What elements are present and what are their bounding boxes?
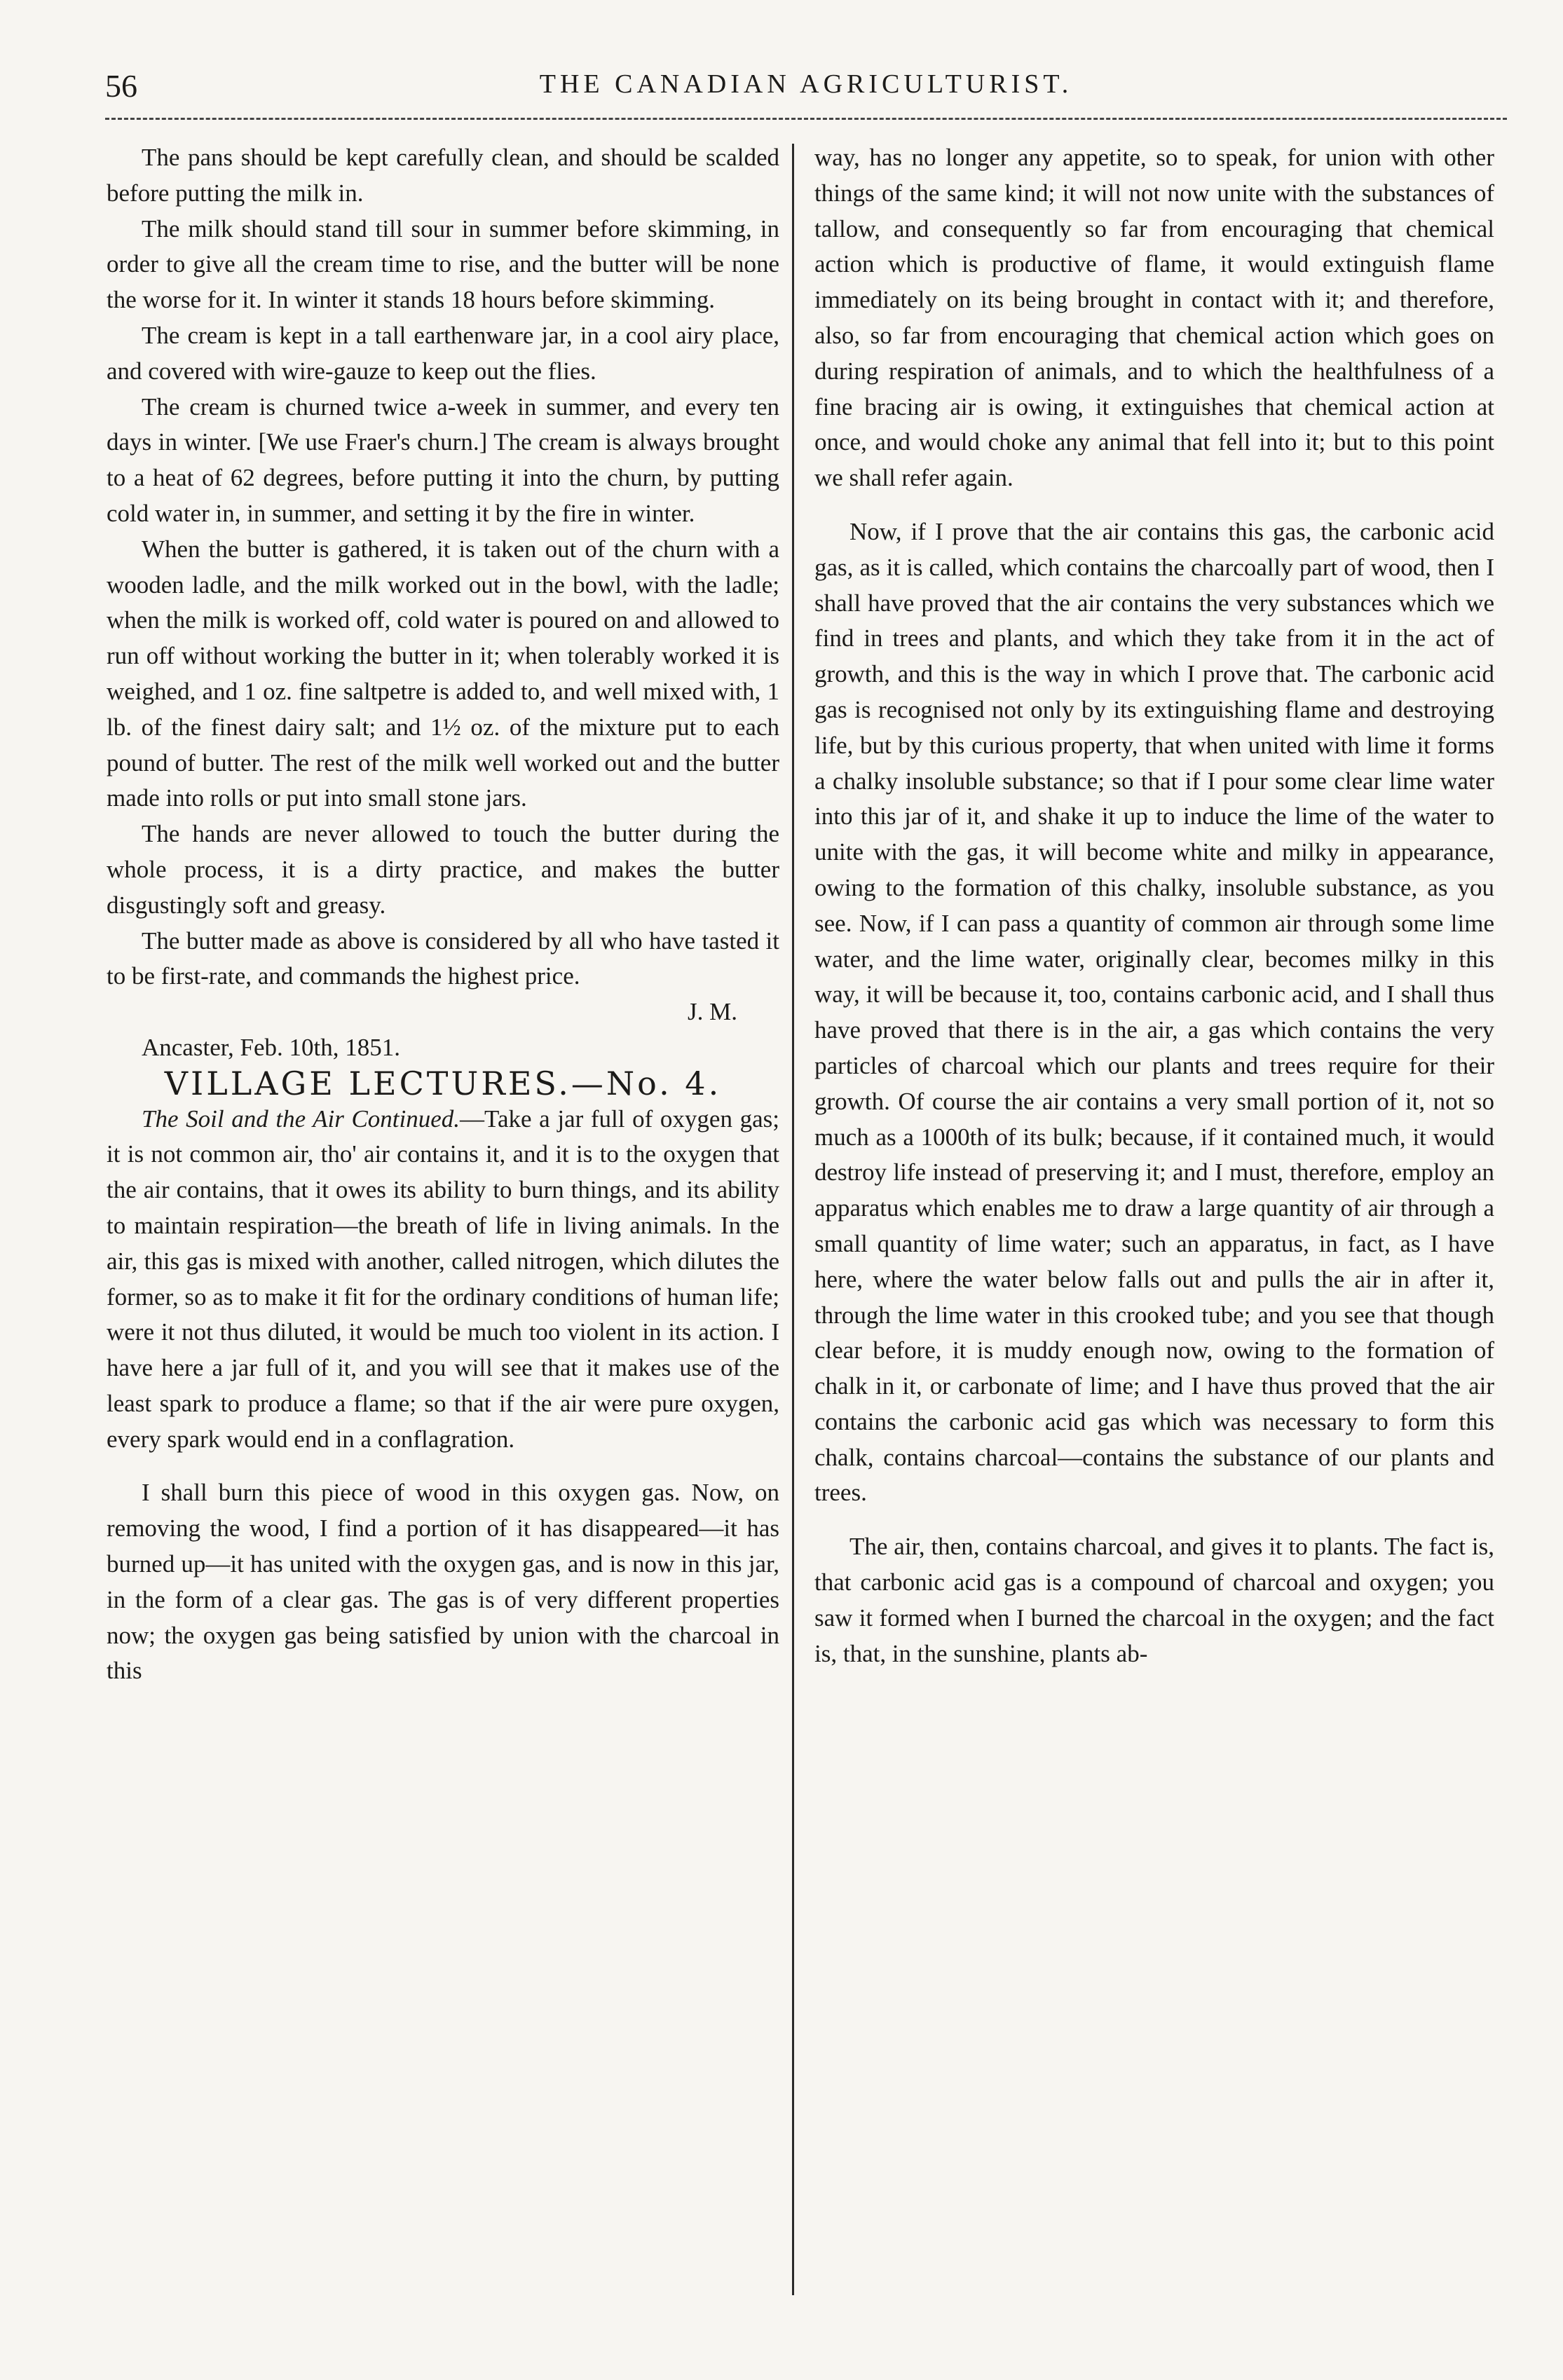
signature: J. M. (688, 998, 737, 1026)
paragraph: The pans should be kept carefully clean, and should be scalded before putting the milk in. (107, 144, 779, 207)
lecture-subtitle: The Soil and the Air Continued. (142, 1104, 460, 1133)
column-divider (792, 144, 794, 2295)
left-column (107, 140, 779, 1689)
running-title: THE CANADIAN AGRICULTURIST. (539, 69, 1073, 99)
paragraph: Now, if I prove that the air contains this gas, the carbonic acid gas, as it is called, which contains the charcoally part of wood, then I shall have proved that the air contains the very substances which we find in trees and plants, and which they take from it in the act of growth, and this is the way in which I prove that. The carbonic acid gas is recognised not only by its extinguishing flame and destroying life, but by this curious property, that when united with lime it forms a chalky insoluble substance; so that if I pour some clear lime water into this jar of it, and shake it up to induce the lime of the water to unite with the gas, it will become white and milky in appearance, owing to the formation of this chalky, insoluble substance, as you see. Now, if I can pass a quantity of common air through some lime water, and the lime water, originally clear, becomes milky in this way, it will be because it, too, contains carbonic acid, and I shall thus have proved that there is in the air, a gas which contains the very particles of charcoal which our plants and trees require for their growth. Of course the air contains a very small portion of it, not so much as a 1000th of its bulk; because, if it contained much, it would destroy life instead of preserving it; and I must, therefore, employ an apparatus which enables me to draw a large quantity of air through a small quantity of lime water; such an apparatus, in fact, as I have here, where the water below falls out and pulls the air in after it, through the lime water in this crooked tube; and you see that though clear before, it is muddy enough now, owing to the formation of chalk in it, or carbonate of lime; and I have thus proved that the air contains the carbonic acid gas which was necessary to form this chalk, contains charcoal—contains the substance of our plants and trees. (814, 517, 1494, 1507)
paragraph: way, has no longer any appetite, so to speak, for union with other things of the same kind; it will not now unite with the substances of tallow, and consequently so far from encouraging that chemical action which is productive of flame, it would extinguish flame immediately on its being brought in contact with it; and therefore, also, so far from encouraging that chemical action which goes on during respiration of animals, and to which the healthfulness of a fine bracing air is owing, it extinguishes that chemical action at once, and would choke any animal that fell into it; but to this point we shall refer again. (814, 144, 1494, 492)
lecture-paragraph: I shall burn this piece of wood in this oxygen gas. Now, on removing the wood, I find a portion of it has disappeared—it has burned up—it has united with the oxygen gas, and is now in this jar, in the form of a clear gas. The gas is of very different properties now; the oxygen gas being satisfied by union with the charcoal in this (107, 1479, 779, 1685)
paragraph: The butter made as above is considered by all who have tasted it to be first-rate, and commands the highest price. (107, 926, 779, 990)
paragraph: The cream is kept in a tall earthenware jar, in a cool airy place, and covered with wire-gauze to keep out the flies. (107, 321, 779, 385)
section-heading: VILLAGE LECTURES.—No. 4. (164, 1064, 722, 1102)
header-rule (105, 118, 1507, 120)
right-column (814, 140, 1494, 1671)
page-number: 56 (105, 68, 137, 104)
dateline: Ancaster, Feb. 10th, 1851. (142, 1033, 400, 1061)
lecture-paragraph (107, 1102, 779, 1458)
paragraph: The air, then, contains charcoal, and gives it to plants. The fact is, that carbonic acid gas is a compound of charcoal and oxygen; you saw it formed when I burned the charcoal in the oxygen; and the fact is, that, in the sunshine, plants ab- (814, 1533, 1494, 1667)
paragraph: The milk should stand till sour in summer before skimming, in order to give all the cream time to rise, and the butter will be none the worse for it. In winter it stands 18 hours before skimming. (107, 214, 779, 314)
page-header (105, 67, 1507, 116)
lecture-paragraph-text: —Take a jar full of oxygen gas; it is not common air, tho' air contains it, and it is to the oxygen that the air contains, that it owes its ability to burn things, and its ability to maintain respiration—the breath of life in living animals. In the air, this gas is mixed with another, called nitrogen, which dilutes the former, so as to make it fit for the ordinary conditions of human life; were it not thus diluted, it would be much too violent in its action. I have here a jar full of it, and you will see that it makes use of the least spark to produce a flame; so that if the air were pure oxygen, every spark would end in a conflagration. (107, 1104, 779, 1453)
paragraph: When the butter is gathered, it is taken out of the churn with a wooden ladle, and the milk worked out in the bowl, with the ladle; when the milk is worked off, cold water is poured on and allowed to run off without working the butter in it; when tolerably worked it is weighed, and 1 oz. fine saltpetre is added to, and well mixed with, 1 lb. of the finest dairy salt; and 1½ oz. of the mixture put to each pound of butter. The rest of the milk well worked out and the butter made into rolls or put into small stone jars. (107, 535, 779, 812)
paragraph: The hands are never allowed to touch the butter during the whole process, it is a dirty practice, and makes the butter disgustingly soft and greasy. (107, 820, 779, 919)
paragraph: The cream is churned twice a-week in summer, and every ten days in winter. [We use Fraer's churn.] The cream is always brought to a heat of 62 degrees, before putting it into the churn, by putting cold water in, in summer, and setting it by the fire in winter. (107, 392, 779, 527)
